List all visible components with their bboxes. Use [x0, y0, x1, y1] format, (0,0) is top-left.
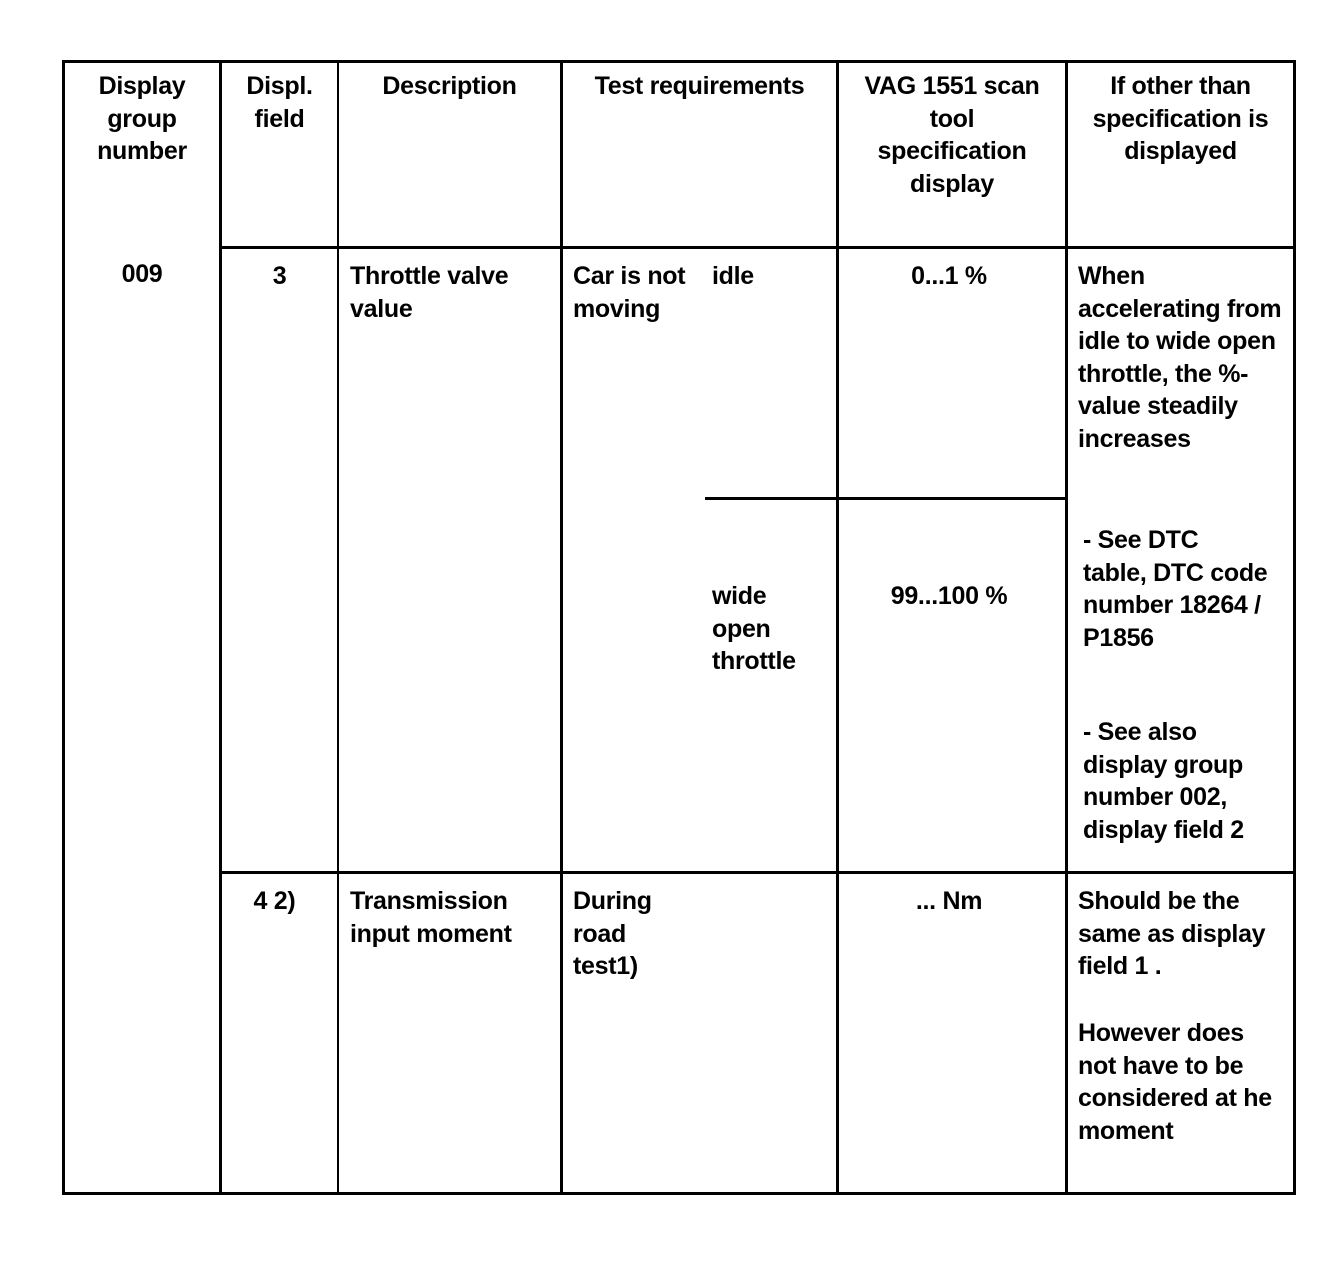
header-display-group-number: Display group number [97, 72, 187, 165]
col-divider-2 [337, 60, 339, 1195]
header-bottom-line [222, 246, 1296, 249]
row1-field: 3 [272, 262, 287, 290]
display-group-number: 009 [121, 260, 163, 288]
idle-wot-divider [705, 497, 1067, 500]
header-description: Description [382, 72, 517, 100]
row1-idle-spec: 0...1 % [911, 262, 987, 290]
col-divider-3 [560, 60, 563, 1195]
row1-wot-other-see-also: - See also display group number 002, display field 2 [1083, 718, 1244, 844]
header-if-other: If other than specification is displayed [1092, 72, 1269, 165]
row1-idle-state: idle [712, 262, 754, 290]
header-test-requirements: Test requirements [594, 72, 805, 100]
col-divider-4 [836, 60, 839, 1195]
row-divider [222, 871, 1296, 874]
header-spec-display: VAG 1551 scan tool specification display [864, 72, 1040, 198]
row1-description: Throttle valve value [350, 262, 509, 323]
row1-wot-state: wide open throttle [712, 582, 796, 675]
row1-wot-other-dtc: - See DTC table, DTC code number 18264 / P1856 [1083, 526, 1268, 652]
row2-field: 4 2) [253, 887, 296, 915]
row2-description: Transmission input moment [350, 887, 512, 948]
col-divider-5 [1065, 60, 1068, 1195]
header-displ-field: Displ. field [246, 72, 313, 133]
row2-other-same: Should be the same as display field 1 . [1078, 887, 1266, 980]
col-divider-1 [219, 60, 222, 1195]
row1-wot-spec: 99...100 % [890, 582, 1008, 610]
row1-idle-other: When accelerating from idle to wide open throttle, the %- value steadily increases [1078, 262, 1282, 453]
row1-condition: Car is not moving [573, 262, 686, 323]
row2-condition: During road test1) [573, 887, 652, 980]
row2-spec: ... Nm [915, 887, 983, 915]
row2-other-however: However does not have to be considered at he moment [1078, 1019, 1272, 1145]
